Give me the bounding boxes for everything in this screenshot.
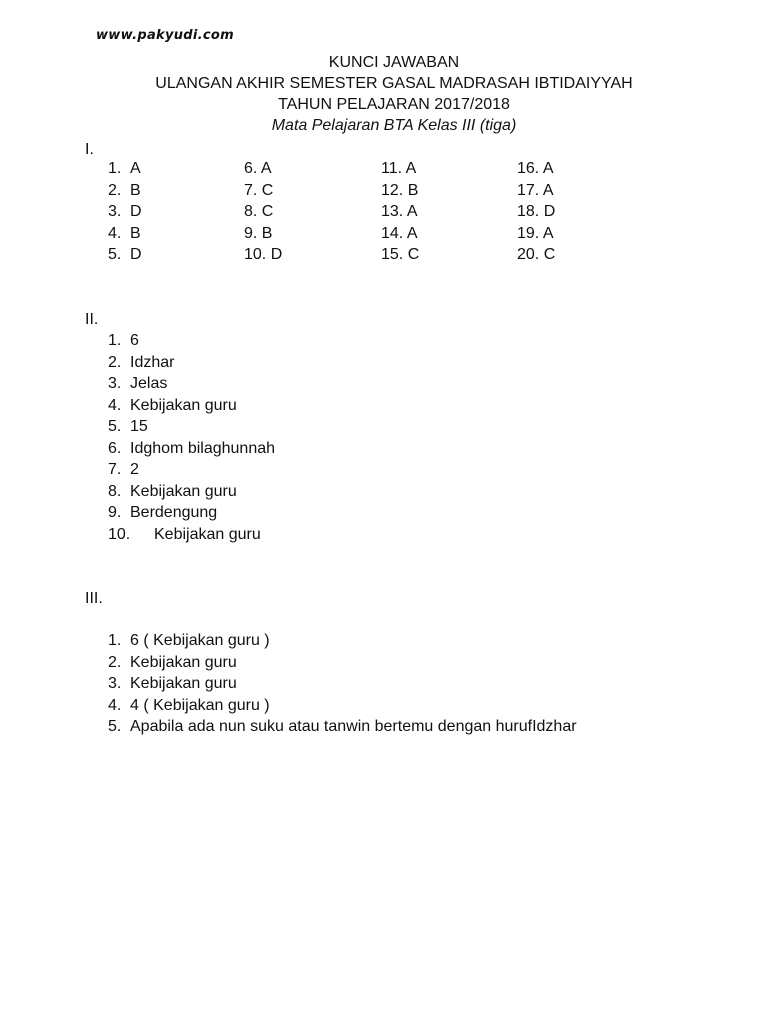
header-exam-name: ULANGAN AKHIR SEMESTER GASAL MADRASAH IBTIDAIYYAH	[155, 75, 633, 92]
list-item: 19. A	[517, 224, 554, 242]
list-item: 14. A	[381, 224, 418, 242]
list-item: 2. Idzhar	[108, 353, 175, 371]
section-1-label: I.	[85, 141, 94, 158]
list-item: 5. Apabila ada nun suku atau tanwin bertemu dengan hurufIdzhar	[108, 718, 577, 735]
list-item: 3. Kebijakan guru	[108, 675, 237, 692]
answer-column-4	[517, 158, 555, 266]
answer-column-2	[244, 158, 282, 266]
header-subject: Mata Pelajaran BTA Kelas III (tiga)	[271, 117, 517, 134]
list-item: 6. Idghom bilaghunnah	[108, 439, 276, 457]
list-item: 9. Berdengung	[108, 504, 218, 521]
list-item: 7. 2	[108, 461, 139, 478]
list-item: 7. C	[244, 181, 274, 199]
list-item: 16. A	[517, 160, 554, 177]
section-2-answers	[108, 330, 275, 545]
list-item: 12. B	[381, 181, 419, 199]
list-item: 5. 15	[108, 418, 148, 435]
list-item: 6. A	[244, 160, 272, 177]
list-item: 9. B	[244, 224, 273, 242]
document-header	[0, 52, 768, 136]
list-item: 1. 6	[108, 332, 139, 349]
list-item: 10. Kebijakan guru	[108, 525, 261, 543]
list-item: 8. C	[244, 203, 274, 220]
section-3-label: III.	[85, 590, 103, 607]
list-item: 2. B	[108, 181, 141, 199]
list-item: 5. D	[108, 246, 142, 263]
list-item: 2. Kebijakan guru	[108, 653, 237, 671]
list-item: 15. C	[381, 246, 420, 263]
list-item: 13. A	[381, 203, 418, 220]
section-3-answers	[108, 630, 577, 738]
list-item: 4. 4 ( Kebijakan guru )	[108, 696, 270, 714]
list-item: 4. B	[108, 224, 141, 242]
list-item: 17. A	[517, 181, 554, 199]
section-1-answers	[0, 158, 768, 268]
list-item: 8. Kebijakan guru	[108, 482, 237, 500]
list-item: 11. A	[381, 160, 417, 177]
list-item: 3. D	[108, 203, 142, 220]
list-item: 3. Jelas	[108, 375, 168, 392]
answer-column-1	[108, 158, 142, 266]
website-watermark: www.pakyudi.com	[96, 28, 234, 43]
list-item: 20. C	[517, 246, 556, 263]
header-school-year: TAHUN PELAJARAN 2017/2018	[278, 96, 510, 113]
header-title: KUNCI JAWABAN	[328, 54, 460, 71]
answer-column-3	[381, 158, 419, 266]
list-item: 18. D	[517, 203, 556, 220]
section-2-label: II.	[85, 311, 99, 328]
list-item: 1. A	[108, 160, 141, 177]
list-item: 1. 6 ( Kebijakan guru )	[108, 632, 270, 649]
list-item: 4. Kebijakan guru	[108, 396, 237, 414]
list-item: 10. D	[244, 246, 283, 263]
